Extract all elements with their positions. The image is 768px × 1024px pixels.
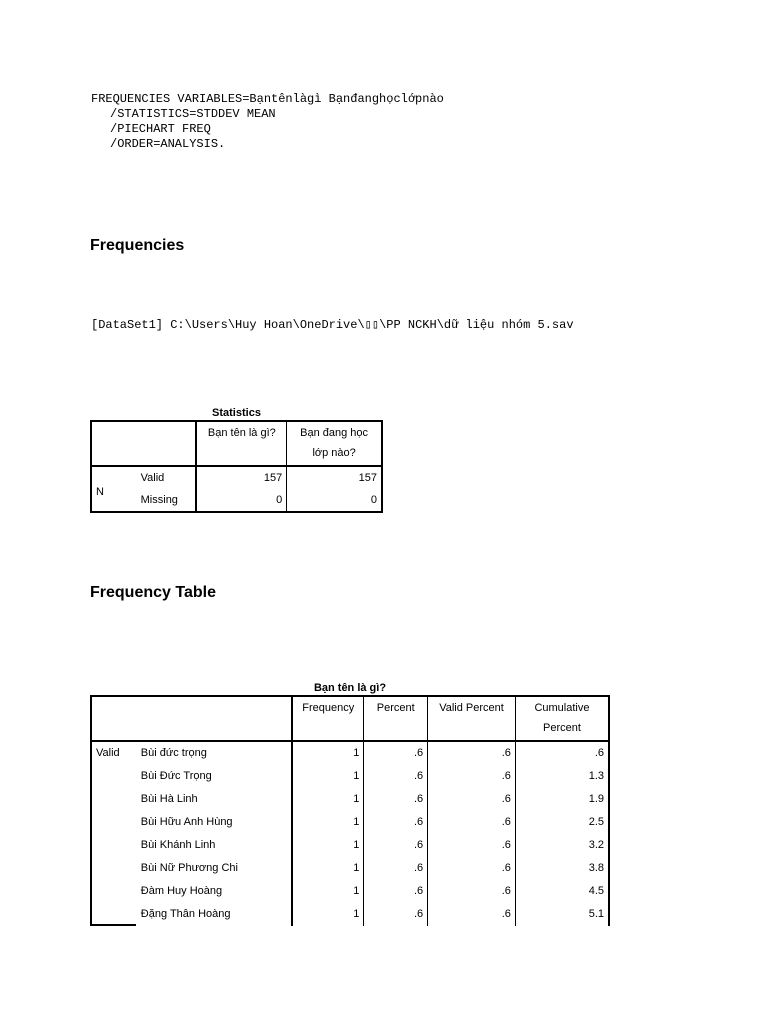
- row-group-label: [91, 903, 137, 926]
- row-name: Bùi Đức Trọng: [137, 765, 292, 788]
- syntax-line: /ORDER=ANALYSIS.: [110, 137, 226, 151]
- percent-cell: .6: [364, 857, 428, 880]
- frequency-cell: 1: [292, 765, 364, 788]
- percent-cell: .6: [364, 741, 428, 765]
- cumulative-percent-cell: 2.5: [588, 816, 604, 828]
- statistics-row-label-valid: Valid: [137, 466, 197, 489]
- table-bottom-border: [90, 924, 136, 926]
- table-row: [91, 903, 609, 926]
- statistics-row-label-missing: Missing: [137, 489, 197, 512]
- row-name: Đàm Huy Hoàng: [137, 880, 292, 903]
- percent-cell: .6: [364, 811, 428, 834]
- cumulative-header-line: Percent: [542, 722, 581, 734]
- valid-percent-cell: .6: [428, 741, 516, 765]
- statistics-corner-cell: [91, 421, 196, 466]
- frequency-corner-cell: [91, 696, 292, 741]
- row-group-label: [91, 811, 137, 834]
- statistics-col-header: [196, 421, 286, 466]
- percent-cell: .6: [364, 834, 428, 857]
- syntax-block: [91, 92, 444, 152]
- table-row: [91, 857, 609, 880]
- frequency-cell: 1: [292, 903, 364, 926]
- statistics-row-group-n: N: [96, 486, 104, 498]
- row-group-label: [91, 788, 137, 811]
- percent-cell: .6: [364, 765, 428, 788]
- frequency-cell: 1: [292, 857, 364, 880]
- cumulative-header-line: Cumulative: [534, 702, 590, 714]
- syntax-line: /STATISTICS=STDDEV MEAN: [110, 107, 276, 121]
- statistics-cell: 0: [196, 489, 286, 512]
- cumulative-percent-col-header: [515, 696, 609, 741]
- row-group-label: [91, 880, 137, 903]
- row-group-label: Valid: [96, 747, 120, 759]
- cumulative-percent-cell: 3.2: [588, 839, 604, 851]
- cumulative-percent-cell: 1.3: [588, 770, 604, 782]
- frequencies-heading: Frequencies: [90, 237, 185, 254]
- row-name: Đặng Thân Hoàng: [137, 903, 292, 926]
- row-group-label: [91, 834, 137, 857]
- table-row: [91, 765, 609, 788]
- percent-col-header: Percent: [364, 696, 428, 741]
- frequency-cell: 1: [292, 788, 364, 811]
- table-row: [91, 741, 609, 765]
- frequency-table-viewport: [90, 695, 610, 927]
- frequency-cell: 1: [292, 741, 364, 765]
- cumulative-percent-cell: 5.1: [588, 908, 604, 920]
- table-row: [91, 834, 609, 857]
- statistics-table: [90, 420, 383, 513]
- row-name: Bùi Khánh Linh: [137, 834, 292, 857]
- row-name: Bùi Nữ Phương Chi: [137, 857, 292, 880]
- statistics-cell: 157: [358, 472, 377, 484]
- cumulative-percent-cell: .6: [594, 747, 604, 759]
- syntax-line: FREQUENCIES VARIABLES=Bạntênlàgì Bạnđanghọclớpnào: [91, 92, 444, 106]
- statistics-table-container: [90, 406, 383, 513]
- percent-cell: .6: [364, 880, 428, 903]
- percent-cell: .6: [364, 903, 428, 926]
- row-name: Bùi đức trọng: [137, 741, 292, 765]
- frequency-cell: 1: [292, 880, 364, 903]
- table-row: [91, 811, 609, 834]
- frequency-table-heading: Frequency Table: [90, 584, 216, 601]
- frequency-table: [90, 695, 610, 926]
- table-row: [91, 880, 609, 903]
- statistics-col-header: [287, 421, 382, 466]
- frequency-col-header: Frequency: [292, 696, 364, 741]
- frequency-cell: 1: [292, 811, 364, 834]
- valid-percent-cell: .6: [428, 857, 516, 880]
- statistics-cell: 157: [196, 466, 286, 489]
- valid-percent-cell: .6: [428, 880, 516, 903]
- row-group-label: [91, 857, 137, 880]
- cumulative-percent-cell: 4.5: [588, 885, 604, 897]
- statistics-cell: 0: [370, 494, 377, 506]
- valid-percent-cell: .6: [428, 811, 516, 834]
- valid-percent-cell: .6: [428, 903, 516, 926]
- frequency-table-title: Bạn tên là gì?: [313, 682, 387, 694]
- valid-percent-cell: .6: [428, 788, 516, 811]
- statistics-col-header-line: Bạn đang học: [300, 427, 369, 439]
- valid-percent-cell: .6: [428, 834, 516, 857]
- cumulative-percent-cell: 3.8: [588, 862, 604, 874]
- row-name: Bùi Hà Linh: [137, 788, 292, 811]
- cumulative-percent-cell: 1.9: [588, 793, 604, 805]
- statistics-title: Statistics: [212, 407, 261, 419]
- table-row: [91, 788, 609, 811]
- statistics-col-header-name: Bạn tên là gì?: [207, 427, 276, 439]
- valid-percent-cell: .6: [428, 765, 516, 788]
- syntax-line: /PIECHART FREQ: [110, 122, 211, 136]
- statistics-col-header-line: lớp nào?: [312, 447, 356, 459]
- frequency-cell: 1: [292, 834, 364, 857]
- row-group-label: [91, 765, 137, 788]
- percent-cell: .6: [364, 788, 428, 811]
- valid-percent-col-header: Valid Percent: [428, 696, 516, 741]
- frequency-table-container: [90, 681, 610, 927]
- dataset-path: [DataSet1] C:\Users\Huy Hoan\OneDrive\▯▯\PP NCKH\dữ liệu nhóm 5.sav: [91, 318, 574, 332]
- row-name: Bùi Hữu Anh Hùng: [137, 811, 292, 834]
